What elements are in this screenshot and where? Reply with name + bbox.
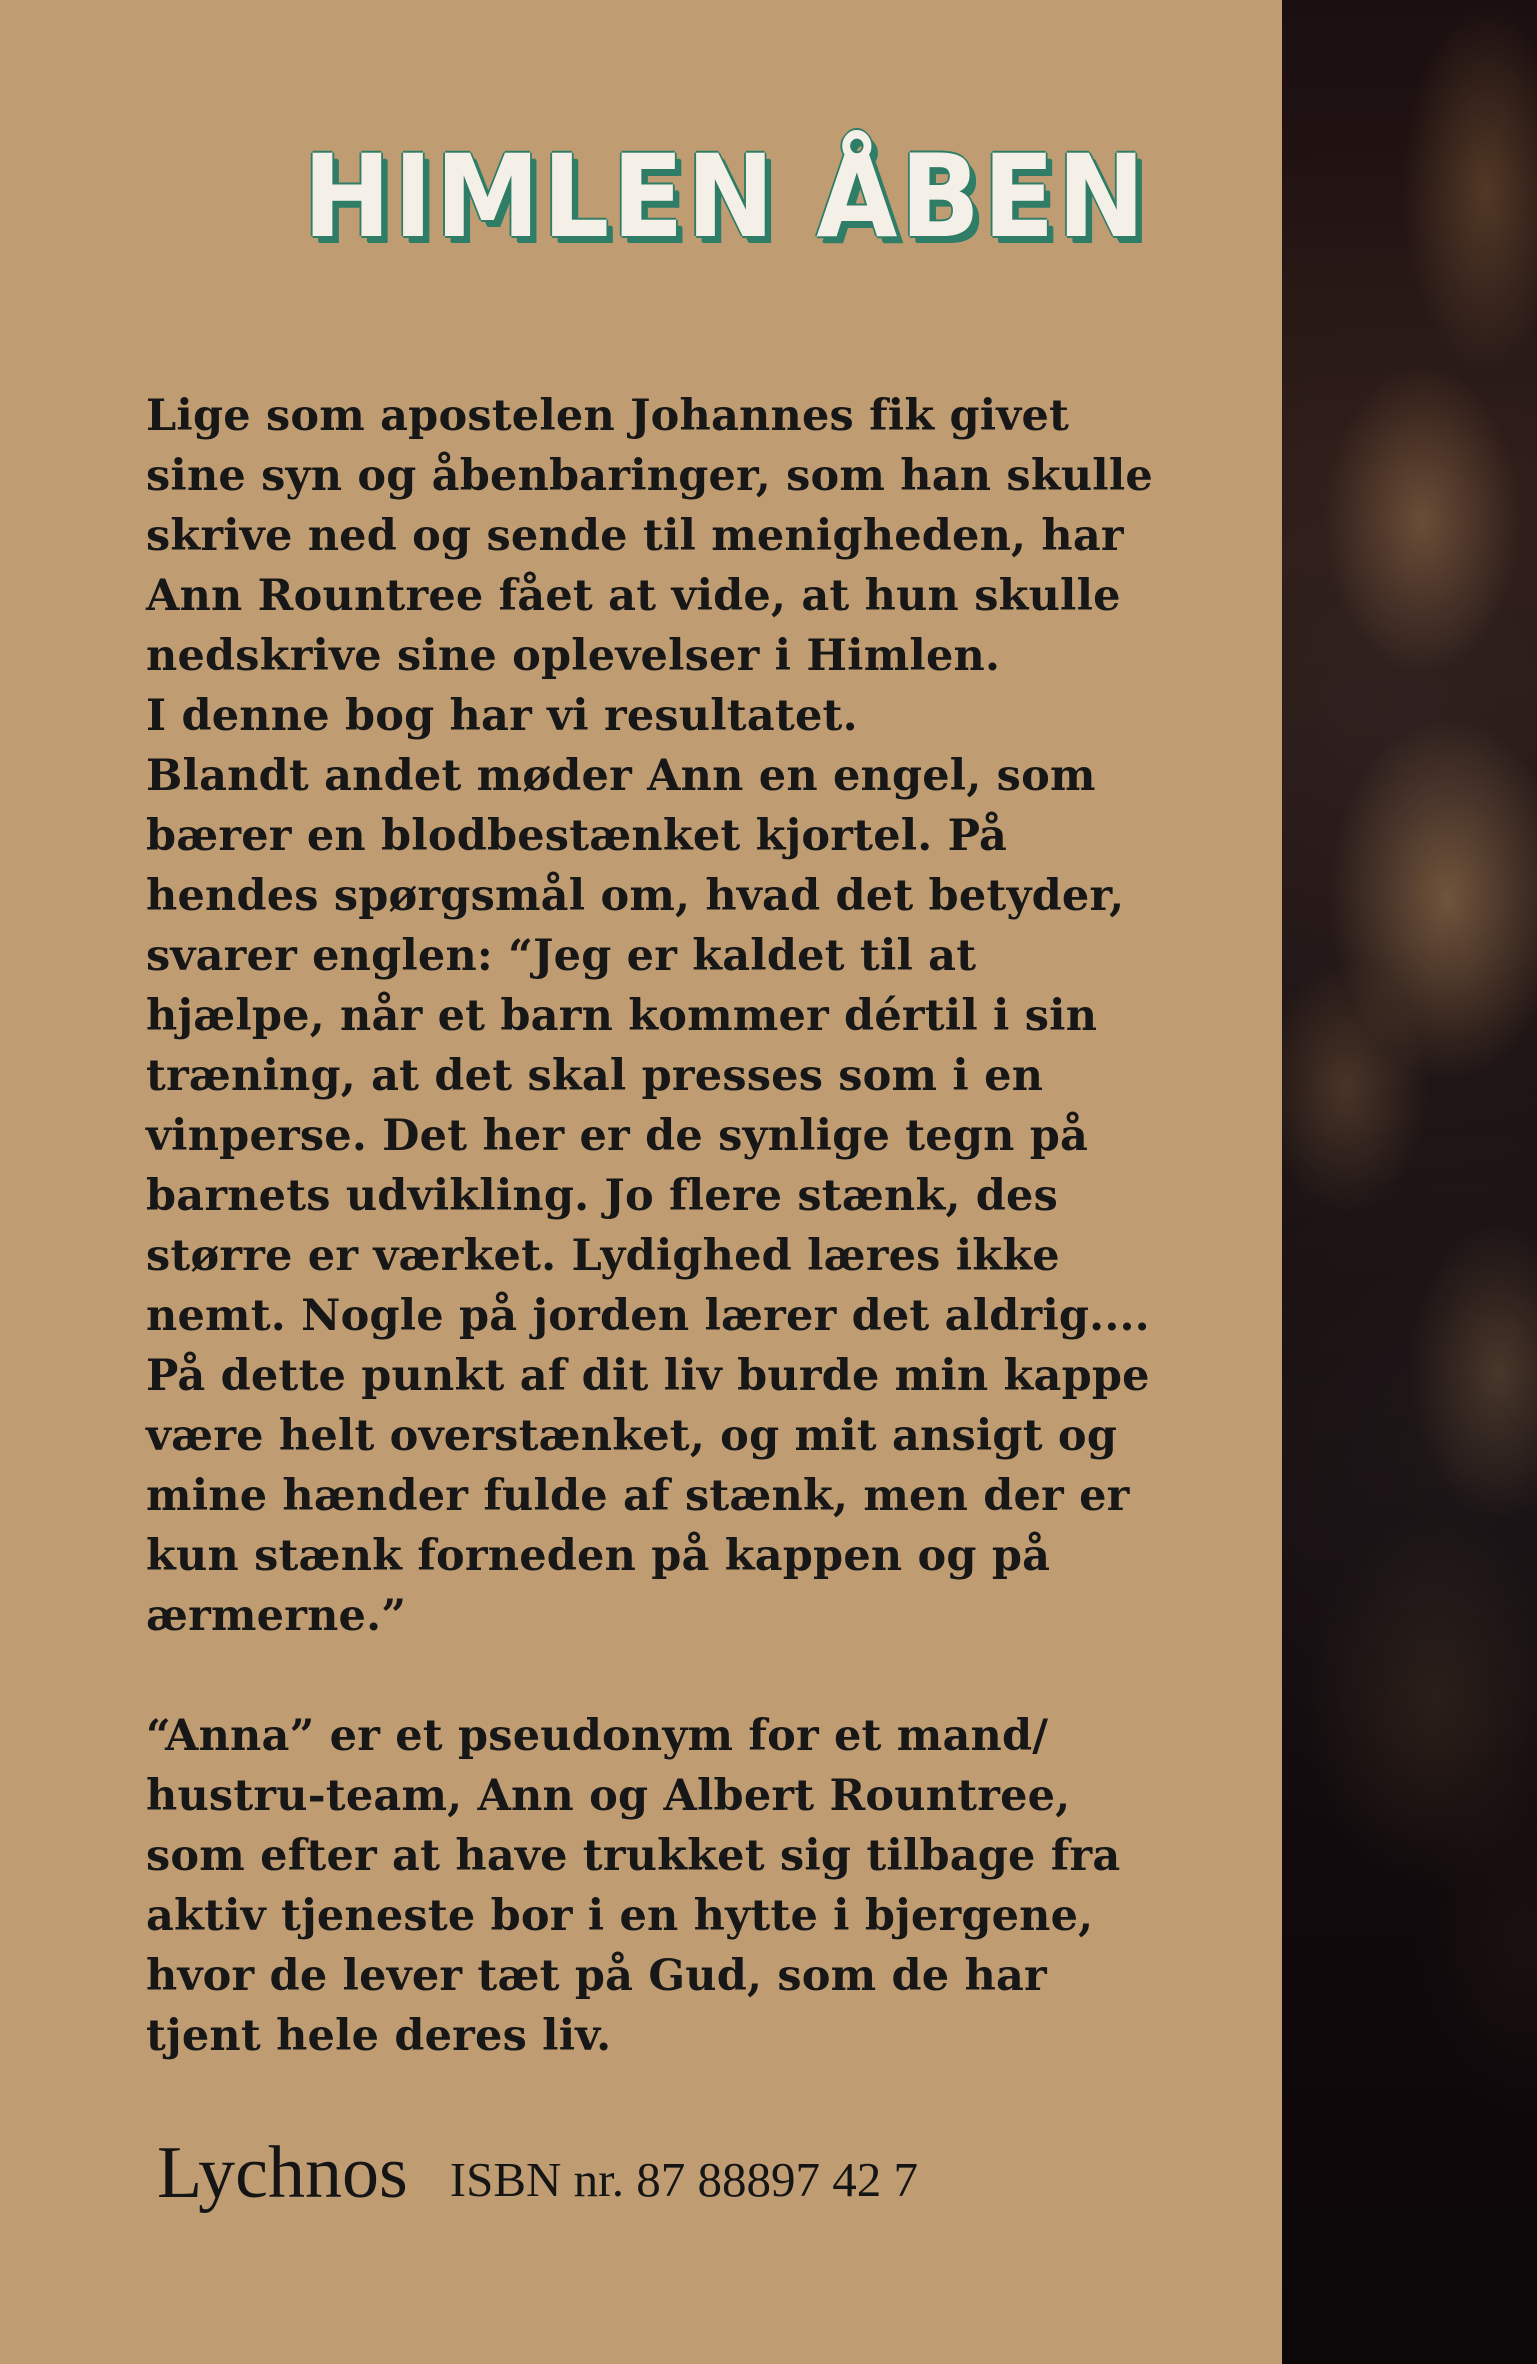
blurb-line: hendes spørgsmål om, hvad det betyder,	[146, 871, 1125, 921]
blurb-line: aktiv tjeneste bor i en hytte i bjergene,	[146, 1891, 1094, 1941]
blurb-line: nemt. Nogle på jorden lærer det aldrig....	[146, 1291, 1150, 1341]
blurb-line: bærer en blodbestænket kjortel. På	[146, 811, 1008, 861]
blurb-line: sine syn og åbenbaringer, som han skulle	[146, 451, 1153, 501]
blurb-text	[146, 386, 1226, 2066]
blurb-line: som efter at have trukket sig tilbage fra	[146, 1831, 1121, 1881]
blurb-line: hjælpe, når et barn kommer dértil i sin	[146, 991, 1098, 1041]
blurb-line: I denne bog har vi resultatet.	[146, 691, 858, 741]
blurb-line: være helt overstænket, og mit ansigt og	[146, 1411, 1118, 1461]
blurb-line: hustru-team, Ann og Albert Rountree,	[146, 1771, 1071, 1821]
blurb-line: Lige som apostelen Johannes fik givet	[146, 391, 1070, 441]
publisher-footer	[157, 2130, 1157, 2214]
paragraph-gap	[146, 1646, 1226, 1706]
blurb-line: hvor de lever tæt på Gud, som de har	[146, 1951, 1047, 2001]
blurb-line: træning, at det skal presses som i en	[146, 1051, 1044, 1101]
blurb-line: barnets udvikling. Jo flere stænk, des	[146, 1171, 1059, 1221]
title-area	[303, 130, 1148, 270]
blurb-line: vinperse. Det her er de synlige tegn på	[146, 1111, 1089, 1161]
blurb-line: “Anna” er et pseudonym for et mand/	[146, 1711, 1049, 1761]
blurb-line: ærmerne.”	[146, 1591, 407, 1641]
isbn-text: ISBN nr. 87 88897 42 7	[449, 2152, 919, 2207]
blurb-line: nedskrive sine oplevelser i Himlen.	[146, 631, 1001, 681]
publisher-name: Lychnos	[157, 2132, 408, 2214]
blurb-line: Ann Rountree fået at vide, at hun skulle	[146, 571, 1121, 621]
blurb-line: mine hænder fulde af stænk, men der er	[146, 1471, 1130, 1521]
blurb-line: skrive ned og sende til menigheden, har	[146, 511, 1124, 561]
blurb-line: tjent hele deres liv.	[146, 2011, 612, 2061]
blurb-line: På dette punkt af dit liv burde min kappe	[146, 1351, 1150, 1401]
blurb-line: svarer englen: “Jeg er kaldet til at	[146, 931, 977, 981]
blurb-line: større er værket. Lydighed læres ikke	[146, 1231, 1060, 1281]
blurb-line: kun stænk forneden på kappen og på	[146, 1531, 1051, 1581]
blurb-line: Blandt andet møder Ann en engel, som	[146, 751, 1096, 801]
book-title: HIMLEN ÅBEN	[303, 130, 1148, 263]
cover-photo-strip	[1282, 0, 1537, 2364]
